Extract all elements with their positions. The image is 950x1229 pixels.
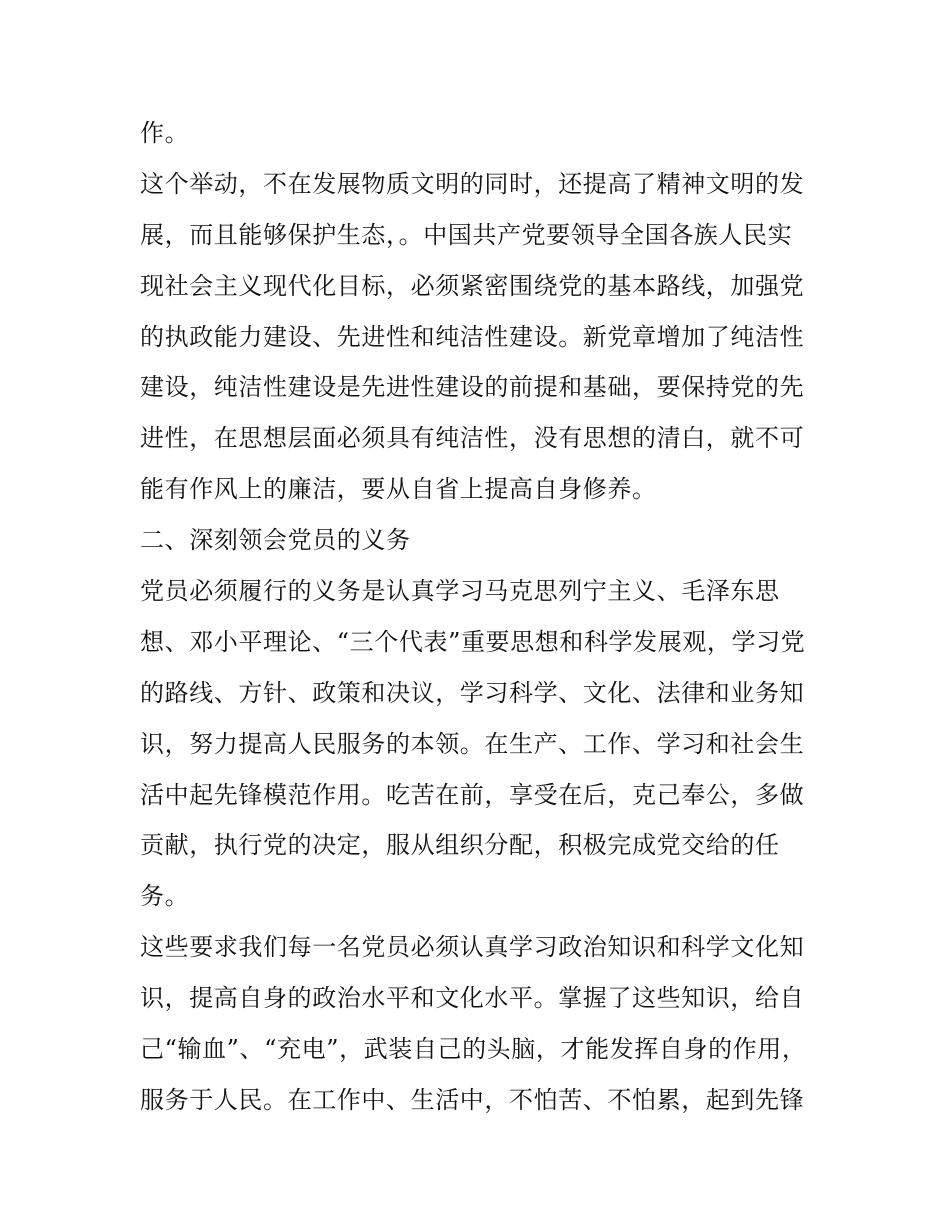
text-line: 活中起先锋模范作用。吃苦在前，享受在后，克己奉公，多做 — [140, 780, 805, 809]
text-line: 的路线、方针、政策和决议，学习科学、文化、法律和业务知 — [140, 678, 805, 707]
text-line: 识，努力提高人民服务的本领。在生产、工作、学习和社会生 — [140, 729, 805, 758]
document-body — [140, 108, 815, 1126]
text-line: 能有作风上的廉洁，要从自省上提高自身修养。 — [140, 475, 657, 504]
text-line: 服务于人民。在工作中、生活中，不怕苦、不怕累，起到先锋 — [140, 1085, 805, 1114]
text-line: 务。 — [140, 882, 190, 911]
text-line: 作。 — [140, 119, 190, 147]
text-line: 建设，纯洁性建设是先进性建设的前提和基础，要保持党的先 — [140, 373, 805, 402]
text-line: 党员必须履行的义务是认真学习马克思列宁主义、毛泽东思 — [140, 577, 780, 606]
section-heading: 二、深刻领会党员的义务 — [140, 526, 411, 555]
text-line: 现社会主义现代化目标，必须紧密围绕党的基本路线，加强党 — [140, 271, 805, 300]
text-line: 这些要求我们每一名党员必须认真学习政治知识和科学文化知 — [140, 933, 805, 962]
text-line: 己“输血”、“充电”，武装自己的头脑，才能发挥自身的作用， — [140, 1035, 807, 1064]
text-line: 贡献，执行党的决定，服从组织分配，积极完成党交给的任 — [140, 831, 780, 860]
text-line: 想、邓小平理论、“三个代表”重要思想和科学发展观，学习党 — [140, 627, 806, 656]
text-line: 进性，在思想层面必须具有纯洁性，没有思想的清白，就不可 — [140, 424, 805, 453]
text-line: 这个举动，不在发展物质文明的同时，还提高了精神文明的发 — [140, 169, 805, 198]
text-line: 的执政能力建设、先进性和纯洁性建设。新党章增加了纯洁性 — [140, 322, 805, 351]
text-line: 展，而且能够保护生态，。中国共产党要领导全国各族人民实 — [140, 220, 793, 249]
text-line: 识，提高自身的政治水平和文化水平。掌握了这些知识，给自 — [140, 984, 805, 1013]
